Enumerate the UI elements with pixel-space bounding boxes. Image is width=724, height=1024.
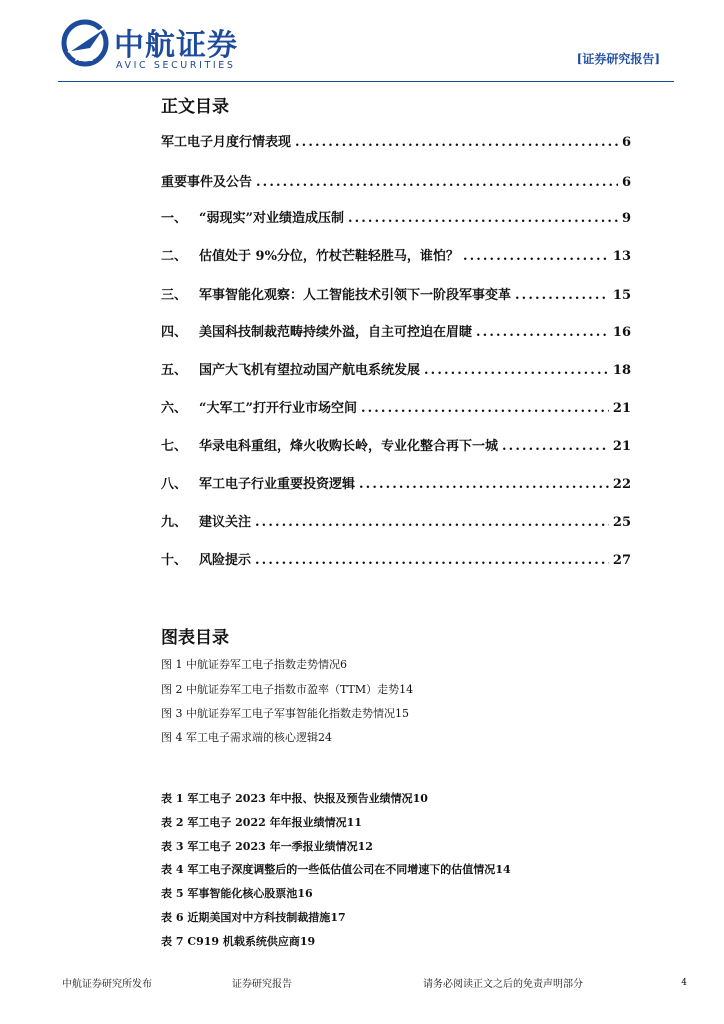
toc-item-text: “大军工”打开行业市场空间 [199, 401, 357, 416]
figure-item-page: 15 [395, 707, 409, 720]
dot-leader [502, 439, 609, 454]
toc-item-text: “弱现实”对业绩造成压制 [199, 211, 344, 226]
dot-leader [515, 288, 609, 303]
footer-report-label: 证券研究报告 [232, 979, 292, 990]
toc-item[interactable] [161, 171, 631, 190]
report-type-label: [证券研究报告] [576, 52, 660, 66]
toc-item-page: 27 [612, 553, 631, 568]
footer-disclaimer: 请务必阅读正文之后的免责声明部分 [423, 979, 583, 990]
figure-item[interactable] [161, 729, 631, 745]
logo-english-name: AVIC SECURITIES [116, 60, 236, 71]
table-item[interactable] [161, 885, 631, 901]
toc-item-page: 15 [612, 288, 631, 303]
toc-item-text: 军工电子月度行情表现 [161, 135, 292, 150]
figure-item-page: 14 [399, 683, 414, 696]
footer-publisher: 中航证券研究所发布 [62, 979, 152, 990]
dot-leader [295, 135, 618, 150]
toc-item-text: 风险提示 [199, 553, 252, 568]
toc-item-page: 13 [612, 249, 631, 264]
toc-item[interactable] [161, 435, 631, 454]
table-item-page: 12 [357, 840, 373, 853]
avic-emblem-icon [60, 18, 110, 68]
table-item-page: 14 [495, 863, 511, 876]
toc-item-number: 十、 [161, 553, 188, 568]
header-divider [58, 81, 674, 82]
toc-item-page: 6 [621, 135, 631, 150]
toc-item-number: 一、 [161, 211, 188, 226]
figures-title: 图表目录 [161, 628, 229, 648]
toc-item-number: 六、 [161, 401, 188, 416]
toc-item-page: 18 [612, 363, 631, 378]
figure-item-text: 图 1 中航证券军工电子指数走势情况 [161, 658, 340, 671]
toc-item[interactable] [161, 131, 631, 150]
emblem-text: AVIC [75, 55, 94, 63]
table-item[interactable] [161, 933, 631, 949]
dot-leader [255, 553, 609, 568]
dot-leader [476, 325, 609, 340]
figure-item-page: 24 [318, 731, 332, 744]
dot-leader [256, 175, 618, 190]
table-item[interactable] [161, 909, 631, 925]
toc-item[interactable] [161, 511, 631, 530]
toc-item[interactable] [161, 549, 631, 568]
table-item-page: 11 [346, 816, 362, 829]
toc-item-number: 四、 [161, 325, 188, 340]
table-item-text: 表 6 近期美国对中方科技制裁措施 [161, 911, 331, 924]
toc-item-number: 七、 [161, 439, 188, 454]
toc-item[interactable] [161, 284, 631, 303]
toc-item[interactable] [161, 397, 631, 416]
toc-item-page: 21 [612, 439, 631, 454]
toc-item-page: 16 [612, 325, 631, 340]
toc-item-text: 重要事件及公告 [161, 175, 253, 190]
toc-item-page: 6 [621, 175, 631, 190]
dot-leader [463, 249, 609, 264]
dot-leader [359, 477, 609, 492]
toc-item[interactable] [161, 245, 631, 264]
table-item-page: 10 [412, 792, 428, 805]
dot-leader [361, 401, 609, 416]
table-item[interactable] [161, 814, 631, 830]
table-item-text: 表 3 军工电子 2023 年一季报业绩情况 [161, 840, 358, 853]
table-item-text: 表 2 军工电子 2022 年年报业绩情况 [161, 816, 347, 829]
toc-item-page: 9 [621, 211, 631, 226]
table-item-page: 19 [299, 935, 316, 948]
dot-leader [255, 515, 609, 530]
toc-item-number: 三、 [161, 288, 188, 303]
toc-item-text: 军工电子行业重要投资逻辑 [199, 477, 356, 492]
figure-item-text: 图 4 军工电子需求端的核心逻辑 [161, 731, 318, 744]
toc-item[interactable] [161, 321, 631, 340]
toc-item[interactable] [161, 473, 631, 492]
company-logo [60, 18, 260, 74]
toc-item-text: 华录电科重组，烽火收购长岭，专业化整合再下一城 [199, 439, 499, 454]
dot-leader [424, 363, 609, 378]
toc-item-text: 国产大飞机有望拉动国产航电系统发展 [199, 363, 421, 378]
toc-item-page: 21 [612, 401, 631, 416]
logo-chinese-name: 中航证券 [114, 28, 238, 63]
figure-item[interactable] [161, 656, 631, 672]
table-item-text: 表 4 军工电子深度调整后的一些低估值公司在不同增速下的估值情况 [161, 863, 496, 876]
toc-item-text: 美国科技制裁范畴持续外溢，自主可控迫在眉睫 [199, 325, 473, 340]
toc-item-number: 二、 [161, 249, 188, 264]
toc-title: 正文目录 [161, 97, 229, 117]
toc-item-number: 五、 [161, 363, 188, 378]
table-item-text: 表 5 军事智能化核心股票池 [161, 887, 298, 900]
table-item[interactable] [161, 861, 631, 877]
figure-item-page: 6 [340, 658, 347, 671]
dot-leader [348, 211, 618, 226]
figure-item-text: 图 2 中航证券军工电子指数市盈率（TTM）走势 [161, 683, 400, 696]
table-item[interactable] [161, 838, 631, 854]
toc-item-number: 九、 [161, 515, 188, 530]
figure-item-text: 图 3 中航证券军工电子军事智能化指数走势情况 [161, 707, 395, 720]
toc-item-text: 估值处于 9%分位，竹杖芒鞋轻胜马，谁怕？ [199, 249, 459, 264]
figure-item[interactable] [161, 705, 631, 721]
page-number: 4 [681, 978, 687, 988]
table-item-page: 17 [330, 911, 346, 924]
toc-item[interactable] [161, 207, 631, 226]
table-item-text: 表 7 C919 机载系统供应商 [161, 935, 300, 948]
table-item-page: 16 [297, 887, 313, 900]
table-item[interactable] [161, 790, 631, 806]
toc-item[interactable] [161, 359, 631, 378]
figure-item[interactable] [161, 681, 631, 697]
toc-item-text: 军事智能化观察：人工智能技术引领下一阶段军事变革 [199, 288, 512, 303]
toc-item-number: 八、 [161, 477, 188, 492]
toc-item-page: 22 [612, 477, 631, 492]
toc-item-text: 建议关注 [199, 515, 252, 530]
toc-item-page: 25 [612, 515, 631, 530]
table-item-text: 表 1 军工电子 2023 年中报、快报及预告业绩情况 [161, 792, 413, 805]
